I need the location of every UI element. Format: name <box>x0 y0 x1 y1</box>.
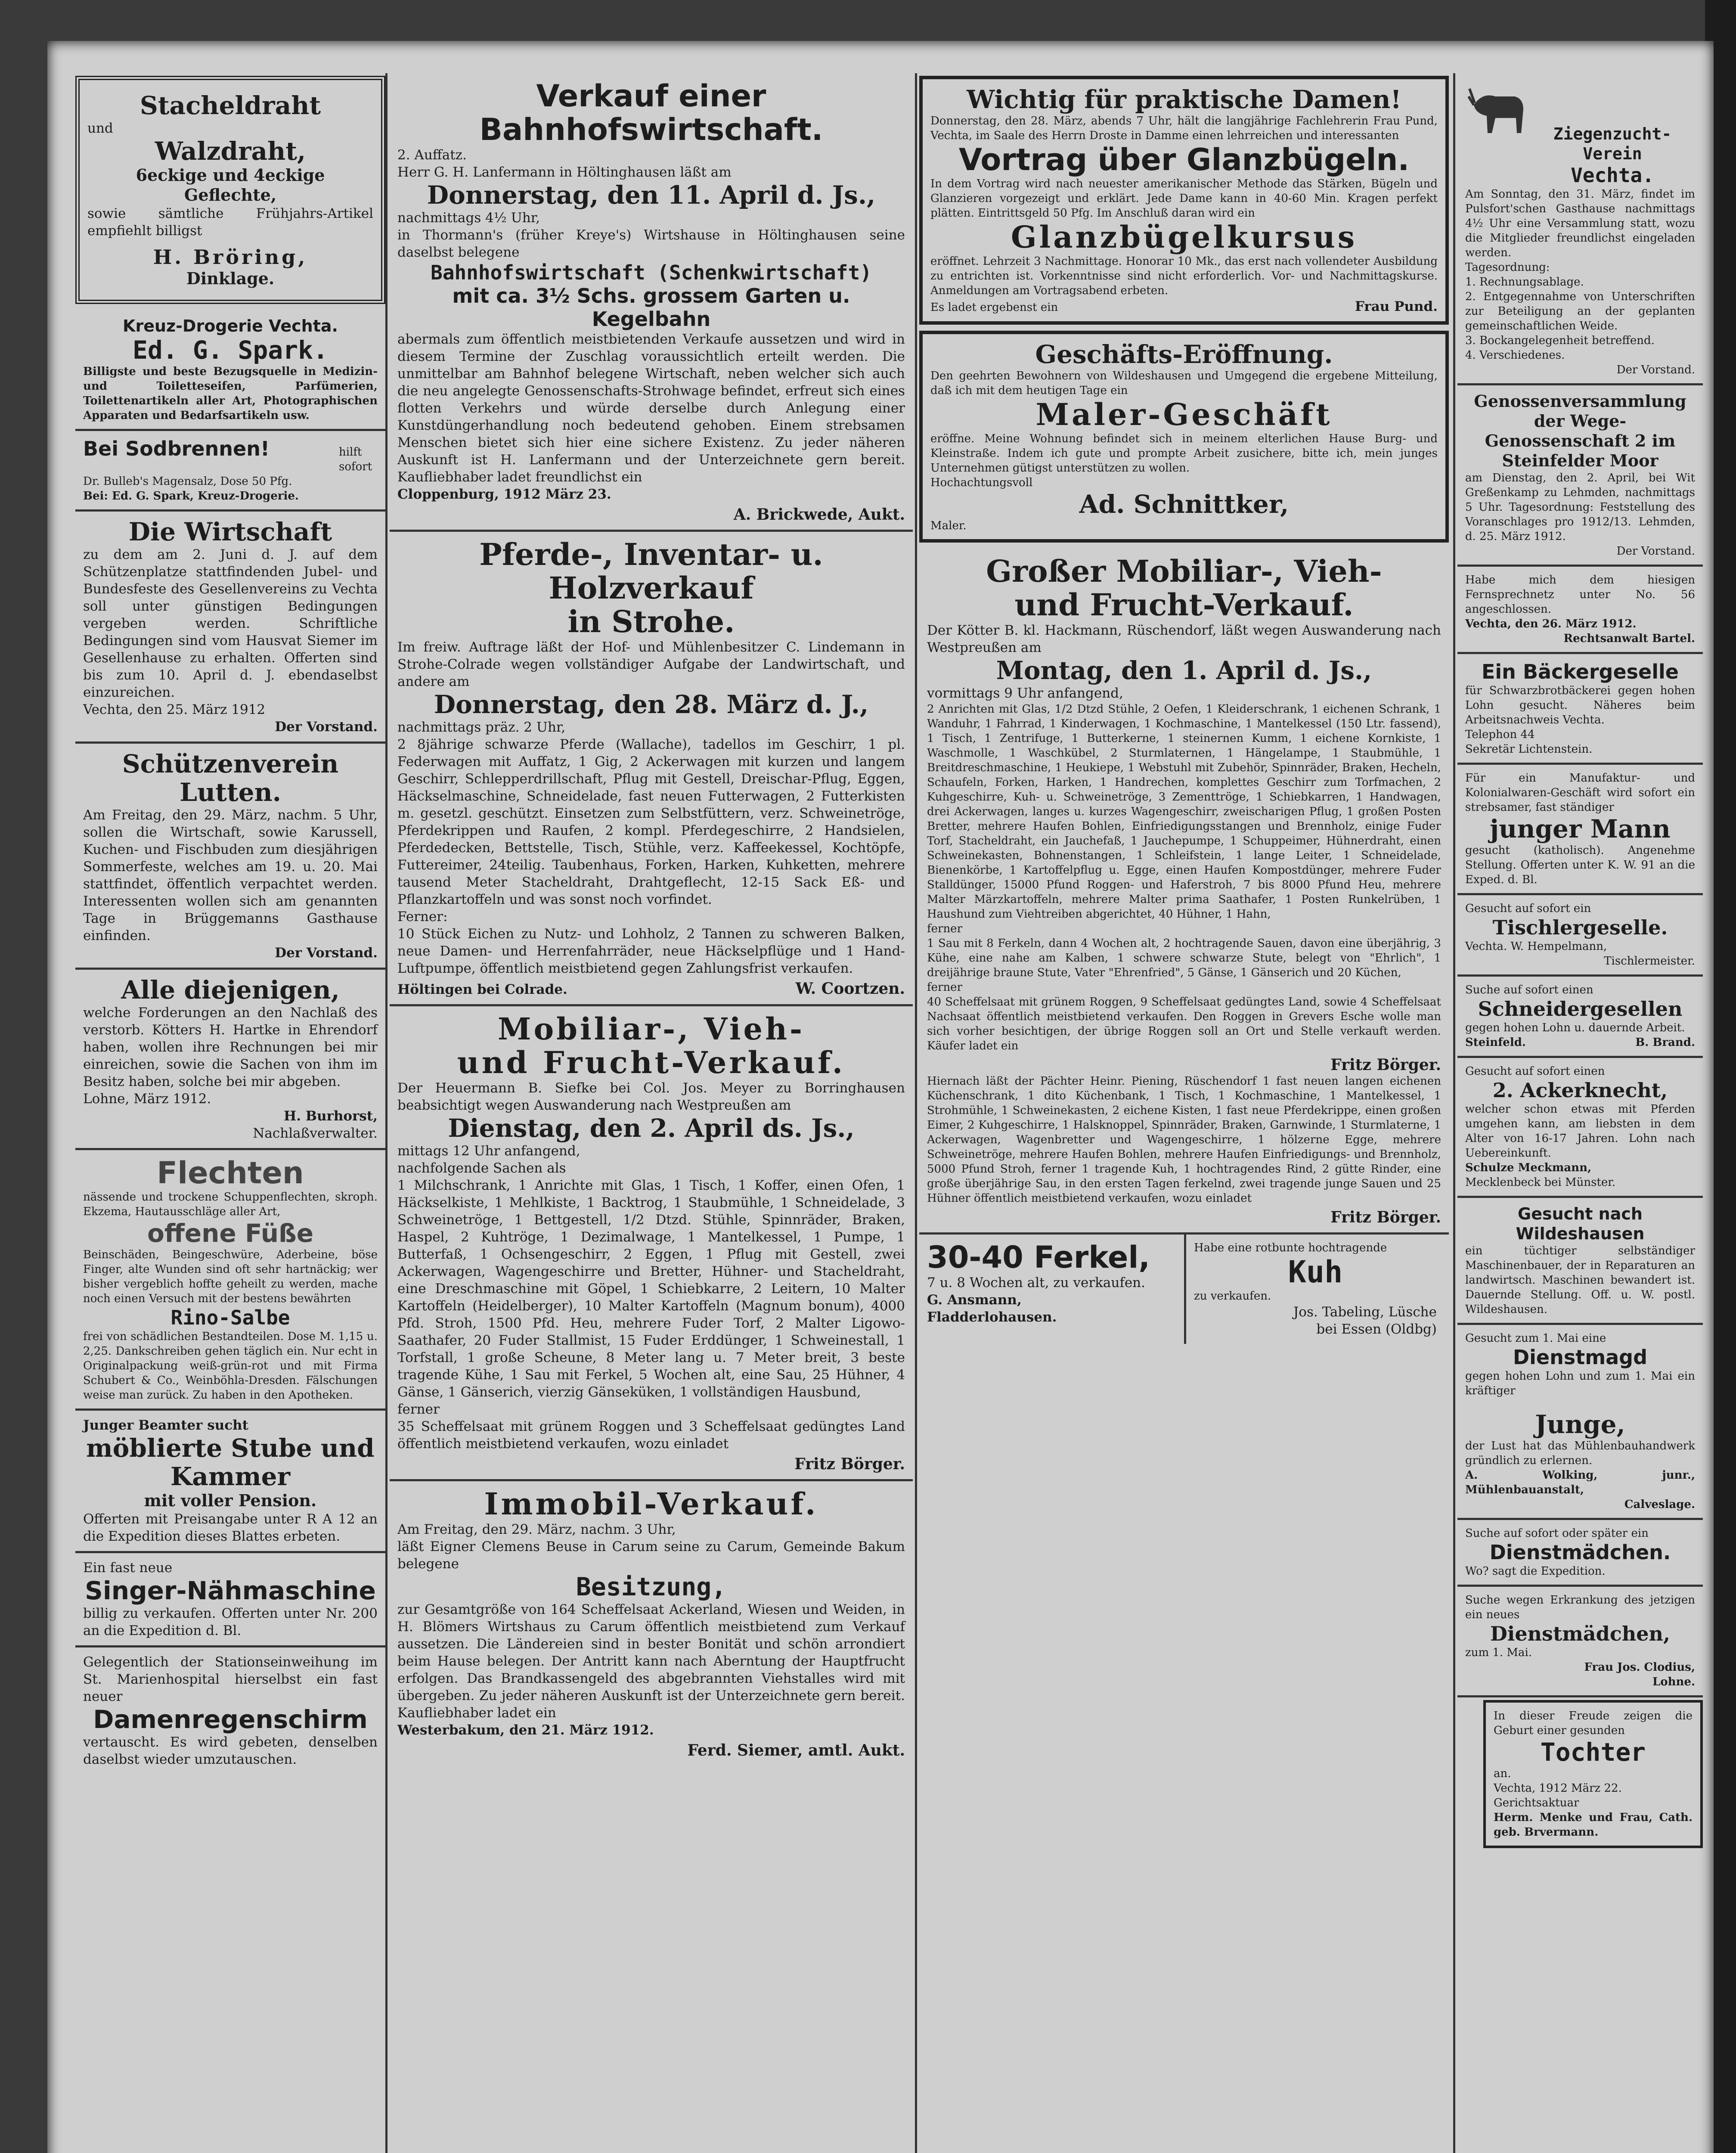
ad-text: Ein fast neue <box>83 1560 173 1576</box>
ad-title: Dienstmädchen, <box>1490 1622 1671 1645</box>
ad-title: offene Füße <box>147 1219 314 1248</box>
column-rule-1 <box>385 73 388 2153</box>
ad-text: Ferner: <box>397 909 448 924</box>
ad-text: In dieser Freude zeigen die Geburt einer gesunden <box>1494 1709 1693 1737</box>
ad-text: Donnerstag, den 28. März, abends 7 Uhr, hält die langjährige Fachlehrerin Frau Pund, Vechta, im Saale des Herrn Droste in Damme einen lehrreichen und interessanten <box>930 115 1438 142</box>
ad-forderungen <box>75 970 385 1150</box>
ad-title: Großer Mobiliar-, Vieh- <box>986 553 1382 589</box>
ad-signature: G. Ansmann, <box>927 1292 1022 1308</box>
ad-agenda-item: 1. Rechnungsablage. <box>1465 276 1584 289</box>
ad-text: der Lust hat das Mühlenbauhandwerk gründlich zu erlernen. <box>1465 1439 1695 1467</box>
ad-place: Höltingen bei Colrade. <box>397 982 567 997</box>
ad-text: hilft sofort <box>339 446 372 473</box>
ad-time: mittags 12 Uhr anfangend, <box>397 1143 580 1159</box>
ad-text: Gerichtsaktuar <box>1494 1796 1579 1809</box>
ad-wildeshausen <box>1457 1198 1703 1325</box>
ad-signature: bei Essen (Oldbg) <box>1316 1322 1437 1337</box>
ad-glanzbuegeln <box>919 76 1449 325</box>
ad-title: 2. Ackerknecht, <box>1492 1079 1668 1102</box>
ad-dienstmagd <box>1457 1325 1703 1404</box>
ad-baeckergeselle <box>1457 654 1703 765</box>
ad-signature: Schulze Meckmann, <box>1465 1161 1592 1174</box>
ad-date: Westerbakum, den 21. März 1912. <box>397 1722 654 1738</box>
ad-title: und Frucht-Verkauf. <box>457 1045 846 1080</box>
ad-date: Montag, den 1. April d. Js., <box>996 656 1372 685</box>
ad-signature: Frau Pund. <box>1355 299 1438 314</box>
ad-junge <box>1457 1404 1703 1520</box>
ad-ackerknecht <box>1457 1058 1703 1198</box>
ad-text: gegen hohen Lohn u. dauernde Arbeit. <box>1465 1021 1685 1034</box>
column-rule-3 <box>1453 73 1455 2153</box>
ad-signature: Tischlermeister. <box>1604 955 1695 968</box>
ad-schuetzenverein <box>75 744 385 970</box>
ad-object: Besitzung, <box>576 1572 727 1601</box>
ad-text: abermals zum öffentlich meistbietenden Verkaufe aussetzen und wird in diesem Termine der Zuschlag voraussichtlich erteilt werden. Die unmittelbar am Bahnhof belegene Wirtschaft, neben welcher sich auch die neu angelegte Genossenschafts-Strohwage befindet, erfreut sich eines flotten Verkehrs und würde derselbe durch Anlegung einer Kunstdüngerhandlung noch bedeutend gehoben. Einem strebsamen Menschen bietet sich hier eine sichere Existenz. Zu jeder näheren Auskunft ist H. Lanfermann und der Unterzeichnete gern bereit. Kaufliebhaber ladet freundlichst ein <box>397 332 905 485</box>
ad-text: eröffne. Meine Wohnung befindet sich in meinem elterlichen Hause Burg- und Kleinstraße. Indem ich gute und prompte Arbeit zusichere, bitte ich, mein junges Unternehmen gütigst unterstützen zu wollen. <box>930 432 1438 475</box>
ad-text: vertauscht. Es wird gebeten, denselben daselbst wieder umzutauschen. <box>83 1734 378 1767</box>
ad-text: gegen hohen Lohn und zum 1. Mai ein kräftiger <box>1465 1370 1695 1397</box>
ad-time: nachmittags 4½ Uhr, <box>397 210 540 226</box>
ad-signature: Ferd. Siemer, amtl. Aukt. <box>687 1741 905 1759</box>
ad-date: Vechta, den 25. März 1912 <box>83 702 266 717</box>
ad-time: nachmittags präz. 2 Uhr, <box>397 720 566 735</box>
ad-signature: Sekretär Lichtenstein. <box>1465 743 1593 756</box>
ad-date: Lohne, März 1912. <box>83 1091 211 1107</box>
ad-text: Beinschäden, Beingeschwüre, Aderbeine, böse Finger, alte Wunden sind oft sehr hartnäckig; wer bisher vergeblich hoffte geheilt zu werden, mache noch einen Versuch mit der bestens bewährten <box>83 1248 378 1305</box>
ad-title: Dienstmagd <box>1513 1346 1648 1369</box>
ad-phone: Telephon 44 <box>1465 728 1535 741</box>
ad-text: ferner <box>927 922 962 935</box>
ad-time: vormittags 9 Uhr anfangend, <box>927 686 1123 701</box>
ad-text: Suche wegen Erkrankung des jetzigen ein neues <box>1465 1594 1695 1621</box>
ad-beamter <box>75 1411 385 1553</box>
ad-text: zur Gesamtgröße von 164 Scheffelsaat Ackerland, Wiesen und Weiden, in H. Blömers Wirtshaus zu Carum öffentlich meistbietend zum Verkauf aussetzen. Die Ländereien sind in bester Bonität und schön arrondiert beim Hause belegen. Der Antritt kann nach Aberntung der Hauptfrucht erfolgen. Das Brandkassengeld des abgebrannten Viehstalles wird mit übergeben. Zu jeder näheren Auskunft ist der Unterzeichnete gern bereit. Kaufliebhaber ladet ein <box>397 1602 905 1721</box>
ad-object: Bahnhofswirtschaft (Schenkwirtschaft) <box>431 261 872 284</box>
ad-text: ferner <box>927 981 962 994</box>
ad-kuh <box>1186 1235 1445 1344</box>
ad-title: Walzdraht, <box>155 137 306 166</box>
ad-title: Schneidergesellen <box>1478 997 1683 1021</box>
ad-text: Hochachtungsvoll <box>930 476 1033 489</box>
ad-date: Dienstag, den 2. April ds. Js., <box>448 1114 855 1143</box>
ad-text: Habe eine rotbunte hochtragende <box>1194 1241 1387 1254</box>
ad-signature: Jos. Tabeling, Lüsche <box>1293 1304 1437 1320</box>
ad-text: nachfolgende Sachen als <box>397 1160 566 1176</box>
ad-title: Immobil-Verkauf. <box>484 1486 818 1522</box>
ad-title: Verkauf einer Bahnhofswirtschaft. <box>479 78 823 147</box>
ad-mobiliarverkauf <box>390 1006 913 1481</box>
ad-agenda-item: 4. Verschiedenes. <box>1465 349 1565 362</box>
ad-text: Dr. Bulleb's Magensalz, Dose 50 Pfg. <box>83 475 292 488</box>
ad-drogerie <box>75 310 385 431</box>
ad-text: Tagesordnung: <box>1465 261 1550 274</box>
ad-fernsprecher <box>1457 567 1703 654</box>
ad-title: und Frucht-Verkauf. <box>1014 587 1354 623</box>
ad-text: welcher schon etwas mit Pferden umgehen kann, am liebsten in dem Alter von 16-17 Jahren. Lohn nach Uebereinkunft. <box>1465 1103 1695 1160</box>
ad-signature: Fritz Börger. <box>1330 1208 1441 1226</box>
ad-text: Gelegentlich der Stationseinweihung im St. Marienhospital hierselbst ein fast neuer <box>83 1654 378 1704</box>
ad-bahnhofswirtschaft <box>390 73 913 532</box>
ad-text: und <box>87 121 113 136</box>
ad-grosser-verkauf <box>919 549 1449 1235</box>
column-4 <box>1457 73 1703 1854</box>
ad-genossenversammlung <box>1457 385 1703 567</box>
ad-text: In dem Vortrag wird nach neuester amerikanischer Methode das Stärken, Bügeln und Glanzieren vorgezeigt und erklärt. Jede Dame kann in 40-60 Min. Kragen perfekt plätten. Eintrittsgeld 50 Pfg. Im Anschluß daran wird ein <box>930 177 1438 220</box>
ad-text: Gesucht zum 1. Mai eine <box>1465 1332 1606 1345</box>
ad-signature: Frau Jos. Clodius, <box>1584 1661 1695 1674</box>
ad-title: Ed. G. Spark. <box>133 335 328 365</box>
ad-text: Offerten mit Preisangabe unter R A 12 an die Expedition dieses Blattes erbeten. <box>83 1511 378 1544</box>
ad-title: Verein <box>1583 144 1642 163</box>
ad-title: Stacheldraht <box>140 91 321 120</box>
ad-wirtschaft <box>75 512 385 744</box>
ad-title: Flechten <box>157 1155 304 1191</box>
ad-title: Kuh <box>1288 1254 1343 1290</box>
ad-date: Donnerstag, den 11. April d. Js., <box>427 180 876 210</box>
ad-signature: Der Vorstand. <box>1616 363 1695 376</box>
ad-dienstmaedchen-1 <box>1457 1520 1703 1587</box>
ad-text: Billigste und beste Bezugsquelle in Medizin- und Toiletteseifen, Parfümerien, Toilettenartikeln aller Art, Photographischen Apparaten und Bedarfsartikeln usw. <box>83 365 378 422</box>
ad-title: Die Wirtschaft <box>128 517 332 546</box>
ad-title: Singer-Nähmaschine <box>85 1576 376 1605</box>
ad-text: für Schwarzbrotbäckerei gegen hohen Lohn gesucht. Näheres beim Arbeitsnachweis Vechta. <box>1465 684 1695 726</box>
ad-title: Gesucht nach Wildeshausen <box>1516 1204 1645 1243</box>
ad-signature: Vechta. W. Hempelmann, <box>1465 940 1607 953</box>
ad-text: am Dienstag, den 2. April, bei Wit Greßenkamp zu Lehmden, nachmittags 5 Uhr. Tagesordnung: Feststellung des Voranschlages pro 1912/13. Lehmden, d. 25. März 1912. <box>1465 472 1695 543</box>
ad-subtitle: mit voller Pension. <box>144 1491 317 1510</box>
goat-icon <box>1465 79 1530 140</box>
ad-signature: Fritz Börger. <box>794 1455 905 1473</box>
ad-text: Wo? sagt die Expedition. <box>1465 1565 1606 1578</box>
ad-signature: B. Brand. <box>1635 1036 1695 1049</box>
ad-dienstmaedchen-2 <box>1457 1587 1703 1697</box>
ad-title: Junge, <box>1535 1410 1625 1439</box>
ad-title: Genossenversammlung der Wege-Genossenschaft 2 im Steinfelder Moor <box>1474 391 1686 470</box>
ad-title: Bei Sodbrennen! <box>83 437 270 460</box>
ad-signature: A. Wolking, junr., Mühlenbauanstalt, <box>1465 1469 1695 1496</box>
ad-object: Maler-Geschäft <box>1035 397 1333 432</box>
ad-tischlergeselle <box>1457 895 1703 977</box>
ad-agenda-item: 3. Bockangelegenheit betreffend. <box>1465 334 1655 347</box>
ad-place: Steinfeld. <box>1465 1036 1526 1049</box>
ad-product: Rino-Salbe <box>170 1306 290 1329</box>
ad-text: frei von schädlichen Bestandteilen. Dose M. 1,15 u. 2,25. Dankschreiben gehen täglich ein. Nur echt in Originalpackung weiß-grün-rot und mit Firma Schubert & Co., Weinböhla-Dresden. Fälschungen weise man zurück. Zu haben in den Apotheken. <box>83 1330 378 1402</box>
ad-title: junger Mann <box>1490 814 1671 844</box>
ad-title: Tischlergeselle. <box>1492 916 1668 939</box>
ad-title: Ein Bäckergeselle <box>1481 660 1679 683</box>
ad-text: Bei: Ed. G. Spark, Kreuz-Drogerie. <box>83 490 299 503</box>
ad-text: 10 Stück Eichen zu Nutz- und Lohholz, 2 Tannen zu schweren Balken, neue Damen- und Herrenfahrräder, neue Häckselpflüge und 1 Hand-Luftpumpe, öffentlich meistbietend gegen Zahlungsfrist verkaufen. <box>397 926 905 976</box>
ad-text: eröffnet. Lehrzeit 3 Nachmittage. Honorar 10 Mk., das erst nach vollendeter Ausbildung zu entrichten ist. Vorkenntnisse sind nicht erforderlich. Vor- und Nachmittagskurse. Anmeldungen am Vortragsabend erbeten. <box>930 255 1438 297</box>
ad-signature: W. Coortzen. <box>795 980 905 998</box>
ad-signature: Ad. Schnittker, <box>1079 490 1289 519</box>
ad-singer <box>75 1553 385 1647</box>
ad-text: Herr G. H. Lanfermann in Höltinghausen läßt am <box>397 164 732 180</box>
ad-signature: Der Vorstand. <box>1616 545 1695 558</box>
ad-text: Gesucht auf sofort ein <box>1465 902 1591 915</box>
ad-text: Der Kötter B. kl. Hackmann, Rüschendorf, läßt wegen Auswanderung nach Westpreußen am <box>927 623 1441 655</box>
ad-title: Kreuz-Drogerie Vechta. <box>123 316 338 335</box>
ad-title: Mobiliar-, Vieh- <box>497 1011 805 1047</box>
ad-text: zu dem am 2. Juni d. J. auf dem Schützenplatze stattfindenden Jubel- und Bundesfeste des Gesellenvereins zu Vechta soll unter günstigen Bedingungen vergeben werden. Schriftliche Bedingungen sind vom Hausvat Siemer im Gesellenhause zu erhalten. Offerten sind bis zum 10. April d. J. ebendaselbst einzureichen. <box>83 547 378 700</box>
ad-text: in Thormann's (früher Kreye's) Wirtshause in Höltinghausen seine daselbst belegene <box>397 227 905 260</box>
ad-text: Gesucht auf sofort einen <box>1465 1065 1605 1078</box>
ad-text: Der Heuermann B. Siefke bei Col. Jos. Meyer zu Borringhausen beabsichtigt wegen Auswanderung nach Westpreußen am <box>397 1080 905 1113</box>
ad-signature: Maler. <box>930 519 967 532</box>
ad-text: Am Sonntag, den 31. März, findet im Pulsfort'schen Gasthause nachmittags 4½ Uhr eine Versammlung statt, wozu die Mitglieder freundlichst eingeladen werden. <box>1465 188 1695 259</box>
ad-title: Dienstmädchen. <box>1489 1541 1671 1564</box>
ad-signature: Herm. Menke und Frau, Cath. geb. Brvermann. <box>1494 1811 1693 1839</box>
ad-agenda-item: 2. Entgegennahme von Unterschriften zur Beteiligung an der geplanten gemeinschaftlichen Weide. <box>1465 290 1695 332</box>
ad-title: Geschäfts-Eröffnung. <box>1035 340 1333 369</box>
column-1 <box>75 73 385 1774</box>
ad-subtitle: 6eckige und 4eckige Geflechte, <box>136 165 325 205</box>
ad-signature: Der Vorstand. <box>275 945 378 961</box>
ad-title: Vechta. <box>1571 164 1654 187</box>
ad-text: ein tüchtiger selbständiger Maschinenbauer, der in Reparaturen an landwirtsch. Maschinen bewandert ist. Dauernde Stellung. Off. u. W. postl. Wildeshausen. <box>1465 1244 1695 1316</box>
ad-signature: Calveslage. <box>1624 1498 1695 1511</box>
ad-signature: Rechtsanwalt Bartel. <box>1563 632 1695 645</box>
ad-date: Donnerstag, den 28. März d. J., <box>434 690 869 719</box>
ad-title: Wichtig für praktische Damen! <box>967 85 1401 114</box>
ad-title: Lutten. <box>180 778 281 807</box>
ad-text: an. <box>1494 1767 1511 1780</box>
ad-signature: Mecklenbeck bei Münster. <box>1465 1176 1616 1189</box>
ad-date: Am Freitag, den 29. März, nachm. 3 Uhr, <box>397 1522 676 1537</box>
ad-regenschirm <box>75 1647 385 1774</box>
ad-text: sowie sämtliche Frühjahrs-Artikel empfiehlt billigst <box>87 206 373 239</box>
ad-title: Damenregenschirm <box>93 1705 368 1734</box>
ad-text: Am Freitag, den 29. März, nachm. 5 Uhr, sollen die Wirtschaft, sowie Karussell, Kuchen- und Fischbuden zum diesjährigen Sommerfeste, welches am 19. u. 20. Mai stattfindet, öffentlich verpachtet werden. Interessenten wollen sich am genannten Tage in Brüggemanns Gasthause einfinden. <box>83 807 378 943</box>
ad-text: nässende und trockene Schuppenflechten, skroph. Ekzema, Hautausschläge aller Art, <box>83 1191 378 1218</box>
ad-date: Vechta, 1912 März 22. <box>1494 1782 1622 1795</box>
ad-title: Pferde-, Inventar- u. Holzverkauf <box>479 537 823 606</box>
ad-immobilverkauf <box>390 1481 913 1765</box>
ad-title: Tochter <box>1540 1737 1646 1767</box>
ad-text: Suche auf sofort oder später ein <box>1465 1527 1649 1540</box>
ad-flechten <box>75 1150 385 1411</box>
ad-stacheldraht <box>75 76 385 304</box>
ad-title: Ziegenzucht- <box>1553 124 1672 143</box>
ad-text: Es ladet ergebenst ein <box>930 301 1058 314</box>
ad-date: Cloppenburg, 1912 März 23. <box>397 487 611 502</box>
ad-text: 2 8jährige schwarze Pferde (Wallache), tadellos im Geschirr, 1 pl. Federwagen mit Auffatz, 1 Gig, 2 Ackerwagen mit kurzen und langem Geschirr, Schlepperdrillschaft, Pflug mit Gestell, Dreischar-Pflug, Eggen, Häckselmaschine, Schneidelade, fast neuen Futterwagen, 2 Futterkisten m. gesetzl. geschützt. Einsetzen zum Selbstfüttern, verz. Schweinetröge, Pferdekrippen und Raufen, 2 kompl. Pferdegeschirre, 2 Handsielen, Pferdedecken, Bettstelle, Tisch, Stühle, verz. Kaffeekessel, Kochtöpfe, Futtereimer, 24teilig. Taubenhaus, Forken, Harken, Kuhketten, mehrere tausend Meter Stacheldraht, Drahtgeflecht, 12-15 Sack Eß- und Pflanzkartoffeln und was sonst noch vorfindet. <box>397 737 905 907</box>
ad-signature: Fladderlohausen. <box>927 1309 1057 1325</box>
ad-title: Alle diejenigen, <box>121 975 340 1005</box>
ad-tochter <box>1483 1700 1703 1848</box>
ad-signature: Nachlaßverwalter. <box>253 1126 378 1141</box>
column-3 <box>919 73 1449 1344</box>
ad-schneidergeselle <box>1457 977 1703 1058</box>
ad-text: Für ein Manufaktur- und Kolonialwaren-Geschäft wird sofort ein strebsamer, fast ständiger <box>1465 772 1695 814</box>
ad-title: in Strohe. <box>567 604 735 639</box>
ad-ziegenzucht <box>1457 73 1703 385</box>
ad-text: 2 Anrichten mit Glas, 1/2 Dtzd Stühle, 2 Oefen, 1 Kleiderschrank, 1 eichenen Schrank, 1 Wanduhr, 1 Fahrrad, 1 Kinderwagen, 1 Kochmaschine, 1 Mantelkessel (150 Ltr. fassend), 1 Tisch, 1 Zentrifuge, 1 Butterkerne, 1 steinernen Kumm, 1 eichene Kornkiste, 1 Waschmolle, 1 Waschkübel, 2 Sturmlaternen, 1 Hängelampe, 1 Staubmühle, 1 Breitdreschmaschine, 1 Heukiepe, 1 Webstuhl mit Zubehör, Spinnräder, Braken, Hecheln, Schaufeln, Forken, Harken, 1 Handrechen, komplettes Geschirr zum Torfmachen, 2 Kuhgeschirre, Kuh- u. Schweinetröge, 3 Zementtröge, 1 Schiebkarren, 1 Handwagen, drei Ackerwagen, langes u. kurzes Wagengeschirr, zweischarigen Pflug, 1 großen Posten Bretter, mehrere Haufen Bohlen, Einfriedigungsstangen und Brennholz, einige Fuder Torf, Stacheldraht, ein Jauchefaß, 1 Jauchepumpe, 1 Schuppeimer, Hühnerdraht, einen Schweinekasten, Bohnenstangen, 1 Schleifstein, 1 lange Leiter, 1 Schneidelade, Bienenkörbe, 1 Kartoffelpflug u. Egge, einen Haufen Kompostdünger, mehrere Fuder Stalldünger, 15000 Pfund Roggen- und Haferstroh, 7 bis 8000 Pfund Heu, mehrere Malter Märzkartoffeln, mehrere Malter prima Saathafer, 1 Posten Runkelrüben, 1 Haushund zum Viehtreiben abgerichtet, 40 Hühner, 1 Hahn, <box>927 703 1441 921</box>
ad-text: 40 Scheffelsaat mit grünem Roggen, 9 Scheffelsaat gedüngtes Land, sowie 4 Scheffelsaat Nachsaat öffentlich meistbietend verkaufen. Den Roggen in Grevers Esche wolle man sich vorher besichtigen, der übrige Roggen soll an Ort und Stelle verkauft werden. Käufer ladet ein <box>927 996 1441 1052</box>
ad-text: 35 Scheffelsaat mit grünem Roggen und 3 Scheffelsaat gedüngtes Land öffentlich meistbietend verkaufen, wozu einladet <box>397 1419 905 1452</box>
ad-signature: H. Bröring, <box>153 245 308 269</box>
ad-object: Glanzbügelkursus <box>1011 219 1358 255</box>
ad-place: Dinklage. <box>186 269 275 288</box>
ad-geschaeftseroeffnung <box>919 331 1449 543</box>
ad-junger-mann <box>1457 765 1703 895</box>
ad-row-bottom <box>919 1235 1449 1344</box>
ad-text: ferner <box>397 1402 440 1417</box>
ad-text: Den geehrten Bewohnern von Wildeshausen und Umgegend die ergebene Mitteilung, daß ich mit dem heutigen Tage ein <box>930 369 1438 397</box>
ad-text: zu verkaufen. <box>1194 1290 1271 1303</box>
ad-title: 30-40 Ferkel, <box>927 1240 1150 1275</box>
ad-text: welche Forderungen an den Nachlaß des verstorb. Kötters H. Hartke in Ehrendorf haben, wollen ihre Rechnungen bei mir einreichen, sowie die Sachen von ihm im Besitz haben, solche bei mir abgeben. <box>83 1005 378 1089</box>
ad-text: Hiernach läßt der Pächter Heinr. Piening, Rüschendorf 1 fast neuen langen eichenen Küchenschrank, 1 dito Küchenbank, 1 Tisch, 1 Kochmaschine, 1 Mantelkessel, 1 Strohmühle, 1 Schweinekasten, 2 eichene Kisten, 1 fast neue Pferdekrippe, einen großen Eimer, 2 Kuhgeschirre, 1 Halsknoppel, Spinnräder, Braken, Garnwinde, 1 Sturmlaterne, 1 Ackerwagen, Wagenbretter und Wagengeschirre, 1 hölzerne Egge, mehrere Schweinetröge, mehrere Haufen Bohlen, mehrere Haufen Einfriedigungs- und Brennholz, 5000 Pfund Stroh, ferner 1 tragende Kuh, 1 hochtragendes Rind, 2 gütte Rinder, eine große überjährige Sau, in den ersten Tagen ferkelnd, zwei tragende junge Sauen und 25 Hühner öffentlich meistbietend verkaufen, wozu einladet <box>927 1075 1441 1205</box>
ad-ferkel <box>919 1235 1186 1344</box>
ad-text: zum 1. Mai. <box>1465 1646 1532 1659</box>
ad-text: 1 Sau mit 8 Ferkeln, dann 4 Wochen alt, 2 hochtragende Sauen, davon eine überjährig, 3 Kühe, eine nahe am Kalben, 1 schwere schwarze Stute, belegt von "Ehrlich", 1 dreijährige braune Stute, Vater "Ehrenfried", 5 Gänse, 1 Gänserich und 20 Küchen, <box>927 937 1441 979</box>
ad-text: Habe mich dem hiesigen Fernsprechnetz unter No. 56 angeschlossen. <box>1465 574 1695 616</box>
ad-signature: Der Vorstand. <box>275 719 378 735</box>
ad-subtitle: 2. Auffatz. <box>397 147 467 163</box>
ad-pferdeverkauf <box>390 532 913 1006</box>
ad-object: mit ca. 3½ Schs. grossem Garten u. Kegelbahn <box>452 284 850 331</box>
ad-text: läßt Eigner Clemens Beuse in Carum seine zu Carum, Gemeinde Bakum belegene <box>397 1539 905 1572</box>
ad-text: billig zu verkaufen. Offerten unter Nr. 200 an die Expedition d. Bl. <box>83 1606 378 1638</box>
ad-signature: H. Burhorst, <box>283 1108 378 1124</box>
ad-date: Vechta, den 26. März 1912. <box>1465 617 1637 630</box>
ad-title: möblierte Stube und Kammer <box>86 1433 375 1491</box>
ad-text: 7 u. 8 Wochen alt, zu verkaufen. <box>927 1275 1146 1291</box>
ad-signature: Fritz Börger. <box>1330 1056 1441 1074</box>
ad-title: Schützenverein <box>122 749 339 779</box>
ad-object: Vortrag über Glanzbügeln. <box>958 142 1410 177</box>
ad-text: gesucht (katholisch). Angenehme Stellung. Offerten unter K. W. 91 an die Exped. d. Bl. <box>1465 844 1695 886</box>
ad-text: Im freiw. Auftrage läßt der Hof- und Mühlenbesitzer C. Lindemann in Strohe-Colrade wegen vollständiger Aufgabe der Landwirtschaft, und andere am <box>397 639 905 689</box>
ad-text: Junger Beamter sucht <box>83 1418 248 1433</box>
ad-sodbrennen <box>75 431 385 512</box>
ad-signature: A. Brickwede, Aukt. <box>733 506 905 524</box>
ad-signature: Lohne. <box>1652 1675 1695 1688</box>
ad-text: 1 Milchschrank, 1 Anrichte mit Glas, 1 Tisch, 1 Koffer, einen Ofen, 1 Häckselkiste, 1 Mehlkiste, 1 Backtrog, 1 Staubmühle, 1 Schneidelade, 3 Schweinetröge, 1 Bettgestell, 1/2 Dtzd. Stühle, Spinnräder, Braken, Haspel, 2 Kuhtröge, 1 Dezimalwage, 1 Mantelkessel, 1 Pumpe, 1 Butterfaß, 1 Ochsengeschirr, 2 Eggen, 1 Pflug mit Gestell, zwei Ackerwagen, Wagengeschirre und Bretter, Hühner- und Stacheldraht, eine Dreschmaschine mit Göpel, 1 Schiebkarre, 2 Leitern, 10 Malter Kartoffeln (Heidelberger), 10 Malter Kartoffeln (Magnum bonum), 4000 Pfd. Stroh, 1500 Pfd. Heu, mehrere Fuder Torf, 2 Malter Ligowo-Saathafer, 20 Fuder Stallmist, 15 Fuder Erddünger, 1 Schweinestall, 1 Torfstall, 1 große Scheune, 8 Meter lang u. 7 Meter breit, 3 beste tragende Kühe, 1 Sau mit Ferkel, 5 Wochen alt, eine Sau, 25 Hühner, 4 Gänse, 1 Gänserich, vierzig Gänseküken, 1 vollständigen Hausbund, <box>397 1178 905 1400</box>
column-rule-2 <box>915 73 917 2153</box>
column-2 <box>390 73 913 1765</box>
ad-text: Suche auf sofort einen <box>1465 983 1593 996</box>
